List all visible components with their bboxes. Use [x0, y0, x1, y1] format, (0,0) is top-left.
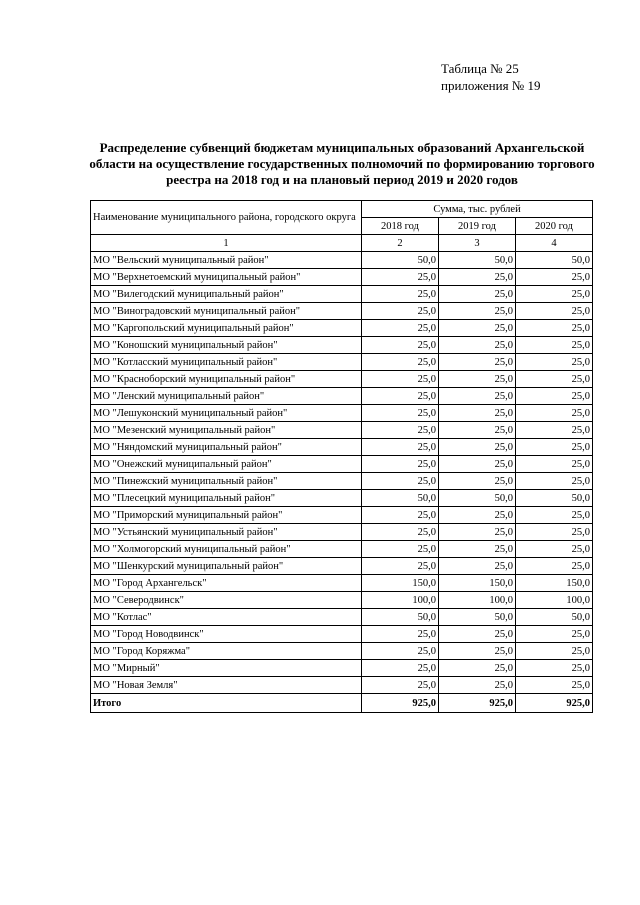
value-2020: 25,0: [516, 558, 593, 575]
municipality-name: МО "Шенкурский муниципальный район": [91, 558, 362, 575]
document-title: Распределение субвенций бюджетам муниципальных образований Архангельской области на осуществление государственных полномочий по формированию торгового реестра на 2018 год и на плановый период 2019 и 2020 годов: [89, 140, 595, 187]
table-row: [91, 541, 593, 558]
value-2020: 25,0: [516, 456, 593, 473]
table-row: [91, 643, 593, 660]
value-2019: 25,0: [439, 371, 516, 388]
municipality-name: МО "Котласский муниципальный район": [91, 354, 362, 371]
value-2019: 50,0: [439, 490, 516, 507]
value-2019: 50,0: [439, 609, 516, 626]
table-row: [91, 626, 593, 643]
value-2019: 25,0: [439, 507, 516, 524]
value-2018: 25,0: [362, 643, 439, 660]
value-2020: 25,0: [516, 524, 593, 541]
column-header-sum: Сумма, тыс. рублей: [362, 201, 593, 218]
municipality-name: МО "Коношский муниципальный район": [91, 337, 362, 354]
municipality-name: МО "Город Новодвинск": [91, 626, 362, 643]
value-2020: 25,0: [516, 320, 593, 337]
value-2018: 100,0: [362, 592, 439, 609]
value-2018: 25,0: [362, 320, 439, 337]
value-2020: 25,0: [516, 388, 593, 405]
value-2020: 25,0: [516, 626, 593, 643]
value-2020: 25,0: [516, 677, 593, 694]
value-2018: 25,0: [362, 405, 439, 422]
value-2020: 25,0: [516, 541, 593, 558]
value-2019: 25,0: [439, 354, 516, 371]
value-2019: 25,0: [439, 626, 516, 643]
value-2019: 25,0: [439, 643, 516, 660]
value-2018: 25,0: [362, 507, 439, 524]
value-2019: 25,0: [439, 422, 516, 439]
table-row: [91, 490, 593, 507]
value-2019: 25,0: [439, 473, 516, 490]
table-row: [91, 337, 593, 354]
value-2020: 50,0: [516, 252, 593, 269]
value-2019: 50,0: [439, 252, 516, 269]
total-2018: 925,0: [362, 694, 439, 713]
value-2019: 25,0: [439, 439, 516, 456]
value-2018: 25,0: [362, 371, 439, 388]
value-2018: 25,0: [362, 677, 439, 694]
table-row: [91, 677, 593, 694]
value-2020: 25,0: [516, 371, 593, 388]
value-2019: 25,0: [439, 456, 516, 473]
municipality-name: МО "Мезенский муниципальный район": [91, 422, 362, 439]
value-2018: 25,0: [362, 422, 439, 439]
value-2020: 25,0: [516, 269, 593, 286]
column-header-2019: 2019 год: [439, 218, 516, 235]
value-2018: 25,0: [362, 269, 439, 286]
table-row: [91, 269, 593, 286]
table-number: Таблица № 25: [441, 61, 519, 76]
value-2018: 25,0: [362, 626, 439, 643]
column-header-name: Наименование муниципального района, городского округа: [91, 201, 362, 235]
value-2018: 50,0: [362, 609, 439, 626]
municipality-name: МО "Устьянский муниципальный район": [91, 524, 362, 541]
table-row: [91, 405, 593, 422]
subvention-table: [90, 200, 593, 713]
total-label: Итого: [91, 694, 362, 713]
value-2018: 25,0: [362, 439, 439, 456]
value-2018: 50,0: [362, 252, 439, 269]
municipality-name: МО "Приморский муниципальный район": [91, 507, 362, 524]
value-2018: 25,0: [362, 524, 439, 541]
table-row: [91, 252, 593, 269]
value-2018: 25,0: [362, 303, 439, 320]
value-2019: 25,0: [439, 320, 516, 337]
total-2020: 925,0: [516, 694, 593, 713]
municipality-name: МО "Вельский муниципальный район": [91, 252, 362, 269]
municipality-name: МО "Лешуконский муниципальный район": [91, 405, 362, 422]
table-row: [91, 422, 593, 439]
municipality-name: МО "Мирный": [91, 660, 362, 677]
municipality-name: МО "Город Коряжма": [91, 643, 362, 660]
table-row: [91, 507, 593, 524]
table-row: [91, 524, 593, 541]
value-2019: 25,0: [439, 269, 516, 286]
table-annex-label: [441, 60, 540, 94]
table-row: [91, 456, 593, 473]
municipality-name: МО "Верхнетоемский муниципальный район": [91, 269, 362, 286]
table-row: [91, 303, 593, 320]
municipality-name: МО "Красноборский муниципальный район": [91, 371, 362, 388]
municipality-name: МО "Новая Земля": [91, 677, 362, 694]
value-2019: 25,0: [439, 405, 516, 422]
value-2018: 150,0: [362, 575, 439, 592]
value-2020: 25,0: [516, 337, 593, 354]
table-row: [91, 286, 593, 303]
municipality-name: МО "Виноградовский муниципальный район": [91, 303, 362, 320]
total-2019: 925,0: [439, 694, 516, 713]
table-row: [91, 660, 593, 677]
table-row: [91, 473, 593, 490]
municipality-name: МО "Холмогорский муниципальный район": [91, 541, 362, 558]
table-row: [91, 439, 593, 456]
municipality-name: МО "Северодвинск": [91, 592, 362, 609]
value-2019: 25,0: [439, 286, 516, 303]
value-2020: 25,0: [516, 439, 593, 456]
column-number: 2: [362, 235, 439, 252]
column-number: 1: [91, 235, 362, 252]
value-2020: 25,0: [516, 405, 593, 422]
value-2020: 25,0: [516, 643, 593, 660]
value-2020: 25,0: [516, 422, 593, 439]
value-2019: 25,0: [439, 388, 516, 405]
value-2018: 50,0: [362, 490, 439, 507]
value-2019: 25,0: [439, 660, 516, 677]
value-2020: 25,0: [516, 660, 593, 677]
municipality-name: МО "Няндомский муниципальный район": [91, 439, 362, 456]
municipality-name: МО "Вилегодский муниципальный район": [91, 286, 362, 303]
value-2020: 25,0: [516, 473, 593, 490]
value-2020: 50,0: [516, 609, 593, 626]
value-2019: 25,0: [439, 337, 516, 354]
table-row: [91, 371, 593, 388]
municipality-name: МО "Котлас": [91, 609, 362, 626]
value-2018: 25,0: [362, 337, 439, 354]
value-2020: 150,0: [516, 575, 593, 592]
value-2019: 100,0: [439, 592, 516, 609]
value-2018: 25,0: [362, 456, 439, 473]
value-2020: 25,0: [516, 507, 593, 524]
value-2019: 150,0: [439, 575, 516, 592]
value-2018: 25,0: [362, 541, 439, 558]
value-2019: 25,0: [439, 524, 516, 541]
table-row: [91, 609, 593, 626]
table-body: [91, 252, 593, 694]
table-row: [91, 592, 593, 609]
column-number: 3: [439, 235, 516, 252]
value-2018: 25,0: [362, 660, 439, 677]
table-row: [91, 354, 593, 371]
municipality-name: МО "Пинежский муниципальный район": [91, 473, 362, 490]
column-number: 4: [516, 235, 593, 252]
value-2019: 25,0: [439, 558, 516, 575]
municipality-name: МО "Онежский муниципальный район": [91, 456, 362, 473]
value-2020: 25,0: [516, 303, 593, 320]
value-2020: 25,0: [516, 354, 593, 371]
table-row: [91, 558, 593, 575]
total-row: [91, 694, 593, 713]
value-2018: 25,0: [362, 286, 439, 303]
appendix-number: приложения № 19: [441, 78, 541, 93]
value-2019: 25,0: [439, 541, 516, 558]
value-2020: 25,0: [516, 286, 593, 303]
value-2018: 25,0: [362, 354, 439, 371]
column-header-2020: 2020 год: [516, 218, 593, 235]
value-2020: 50,0: [516, 490, 593, 507]
table-row: [91, 320, 593, 337]
municipality-name: МО "Плесецкий муниципальный район": [91, 490, 362, 507]
value-2019: 25,0: [439, 677, 516, 694]
municipality-name: МО "Ленский муниципальный район": [91, 388, 362, 405]
table-row: [91, 388, 593, 405]
municipality-name: МО "Каргопольский муниципальный район": [91, 320, 362, 337]
value-2018: 25,0: [362, 558, 439, 575]
column-header-2018: 2018 год: [362, 218, 439, 235]
municipality-name: МО "Город Архангельск": [91, 575, 362, 592]
value-2018: 25,0: [362, 473, 439, 490]
value-2020: 100,0: [516, 592, 593, 609]
value-2019: 25,0: [439, 303, 516, 320]
value-2018: 25,0: [362, 388, 439, 405]
table-row: [91, 575, 593, 592]
